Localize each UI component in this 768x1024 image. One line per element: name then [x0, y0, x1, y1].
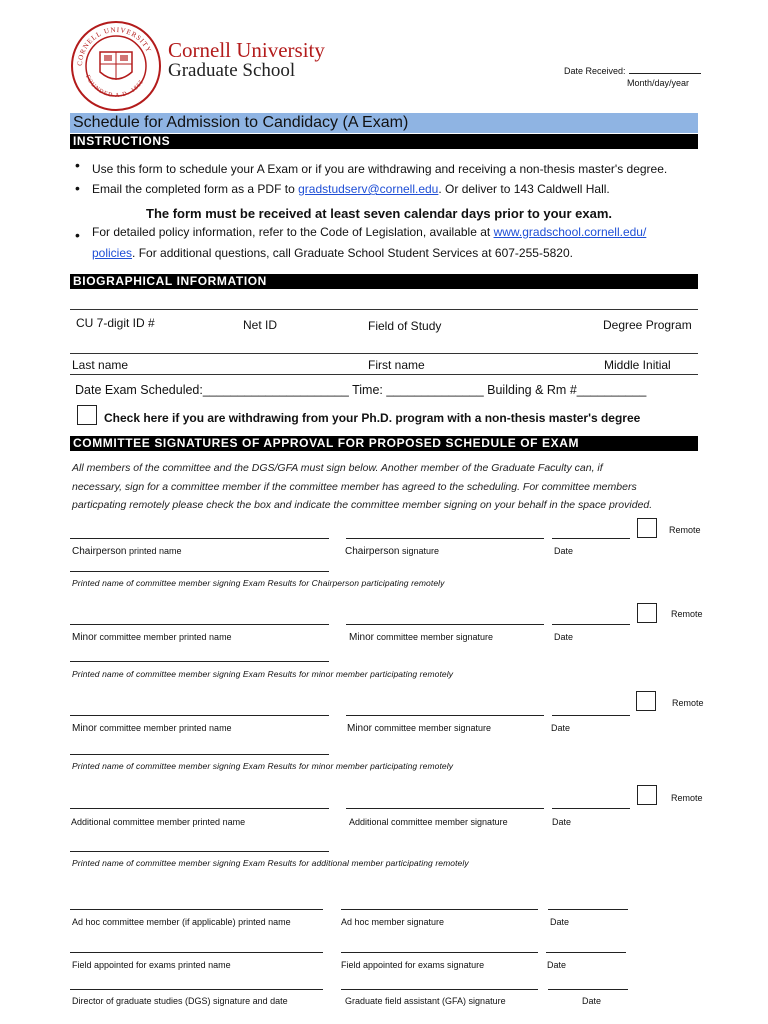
minor2-sig-caption — [347, 723, 491, 734]
minor1-remote-checkbox[interactable] — [637, 603, 657, 623]
date-received-blank[interactable] — [629, 65, 701, 74]
minor-bold: Minor — [72, 723, 98, 734]
additional-sig-line[interactable] — [346, 808, 544, 809]
university-name: Cornell University — [168, 38, 325, 62]
policy-link[interactable]: www.gradschool.cornell.edu/ — [493, 225, 647, 239]
instruction-3-text: For detailed policy information, refer to the Code of Legislation, available at — [92, 225, 494, 239]
adhoc-date-line[interactable] — [548, 909, 628, 910]
chair-name-line[interactable] — [70, 538, 329, 539]
chair-sig-caption — [345, 546, 439, 557]
remote-label: Remote — [669, 525, 701, 535]
minor-sig-bold: Minor — [349, 632, 375, 643]
minor1-remote-caption: Printed name of committee member signing Exam Results for minor member participating remotely — [72, 669, 454, 679]
date-received-field[interactable] — [564, 65, 701, 76]
chair-bold: Chairperson — [72, 546, 127, 557]
minor1-name-caption — [72, 632, 232, 643]
additional-remote-name-line[interactable] — [70, 851, 329, 852]
date-received-label: Date Received: — [564, 66, 626, 76]
minor-sig-rest: committee member signature — [372, 723, 492, 733]
bio-row2-line — [70, 353, 698, 354]
dgs-caption: Director of graduate studies (DGS) signature and date — [72, 996, 288, 1006]
withdraw-label: Check here if you are withdrawing from your Ph.D. program with a non-thesis master's degree — [104, 411, 641, 425]
field-name-line[interactable] — [70, 952, 323, 953]
chair-sig-rest: signature — [399, 546, 440, 556]
committee-instructions-line3: particpating remotely please check the box and indicate the committee member signing on your behalf in the space provided. — [72, 499, 653, 511]
deadline-notice: The form must be received at least seven calendar days prior to your exam. — [146, 206, 613, 221]
bullet-icon: • — [75, 157, 80, 173]
chair-date-line[interactable] — [552, 538, 630, 539]
field-label: Field of Study — [368, 319, 442, 333]
chair-remote-caption: Printed name of committee member signing Exam Results for Chairperson participating remotely — [72, 578, 445, 588]
chair-remote-checkbox[interactable] — [637, 518, 657, 538]
adhoc-name-line[interactable] — [70, 909, 323, 910]
instruction-3-tail: . For additional questions, call Graduate School Student Services at 607-255-5820. — [132, 246, 573, 260]
committee-instructions — [72, 459, 700, 515]
committee-instructions-line2: necessary, sign for a committee member if the committee member has agreed to the scheduling. For committee members — [72, 480, 637, 493]
chair-sig-bold: Chairperson — [345, 546, 400, 557]
withdraw-checkbox[interactable] — [77, 405, 97, 425]
dgs-line[interactable] — [70, 989, 323, 990]
bio-row1-line — [70, 309, 698, 310]
policy-link-cont[interactable]: policies — [92, 246, 133, 260]
chair-caption-rest: printed name — [126, 546, 182, 556]
additional-remote-caption: Printed name of committee member signing Exam Results for additional member participating remotely — [72, 858, 469, 868]
field-name-caption: Field appointed for exams printed name — [72, 960, 231, 970]
date-caption: Date — [550, 917, 570, 927]
school-name: Graduate School — [168, 60, 296, 81]
first-name-label: First name — [368, 358, 425, 372]
additional-name-caption: Additional committee member printed name — [71, 817, 246, 827]
svg-text:FOUNDED A.D. 1865: FOUNDED A.D. 1865 — [84, 74, 146, 99]
instructions-heading: INSTRUCTIONS — [70, 134, 698, 149]
minor1-name-line[interactable] — [70, 624, 329, 625]
date-caption: Date — [554, 546, 574, 556]
minor2-remote-caption: Printed name of committee member signing Exam Results for minor member participating remotely — [72, 761, 454, 771]
adhoc-name-caption: Ad hoc committee member (if applicable) printed name — [72, 917, 291, 927]
additional-date-line[interactable] — [552, 808, 630, 809]
minor1-sig-caption — [349, 632, 493, 643]
net-id-label: Net ID — [243, 318, 278, 332]
date-caption: Date — [551, 723, 571, 733]
adhoc-sig-caption: Ad hoc member signature — [341, 917, 445, 927]
minor-sig-bold: Minor — [347, 723, 373, 734]
remote-label: Remote — [671, 609, 703, 619]
adhoc-sig-line[interactable] — [341, 909, 538, 910]
bio-heading: BIOGRAPHICAL INFORMATION — [70, 274, 698, 289]
minor1-date-line[interactable] — [552, 624, 630, 625]
remote-label: Remote — [671, 793, 703, 803]
minor-bold: Minor — [72, 632, 98, 643]
date-caption: Date — [554, 632, 574, 642]
date-received-hint: Month/day/year — [627, 78, 690, 88]
form-title: Schedule for Admission to Candidacy (A Exam) — [70, 113, 698, 133]
field-sig-caption: Field appointed for exams signature — [341, 960, 485, 970]
additional-remote-checkbox[interactable] — [637, 785, 657, 805]
chair-name-caption — [72, 546, 182, 557]
bio-row3-line — [70, 374, 698, 375]
cornell-seal-logo — [70, 20, 162, 112]
minor2-date-line[interactable] — [552, 715, 630, 716]
bullet-icon: • — [75, 180, 80, 196]
remote-label: Remote — [672, 698, 704, 708]
exam-schedule-line[interactable]: Date Exam Scheduled:_____________________ Time: ______________ Building & Rm #__________ — [75, 383, 647, 397]
instruction-3-line2 — [92, 246, 573, 260]
minor-caption-rest: committee member printed name — [97, 723, 232, 733]
minor2-remote-checkbox[interactable] — [636, 691, 656, 711]
instruction-3-line1 — [92, 225, 646, 239]
instruction-2-text: Email the completed form as a PDF to — [92, 182, 299, 196]
date-caption: Date — [547, 960, 567, 970]
instruction-2 — [92, 182, 610, 196]
degree-label: Degree Program — [603, 318, 692, 332]
svg-text:CORNELL UNIVERSITY: CORNELL UNIVERSITY — [75, 25, 154, 67]
field-sig-line[interactable] — [341, 952, 538, 953]
additional-sig-caption: Additional committee member signature — [349, 817, 508, 827]
instruction-1: Use this form to schedule your A Exam or if you are withdrawing and receiving a non-thesis master's degree. — [92, 162, 668, 176]
field-date-line[interactable] — [546, 952, 626, 953]
minor2-sig-line[interactable] — [346, 715, 544, 716]
minor2-name-caption — [72, 723, 232, 734]
gfa-line[interactable] — [341, 989, 538, 990]
instruction-2-tail: . Or deliver to 143 Caldwell Hall. — [438, 182, 610, 196]
chair-remote-name-line[interactable] — [70, 571, 329, 572]
gfa-date-line[interactable] — [548, 989, 628, 990]
chair-sig-line[interactable] — [346, 538, 544, 539]
middle-initial-label: Middle Initial — [604, 358, 671, 372]
last-name-label: Last name — [72, 358, 129, 372]
minor-caption-rest: committee member printed name — [97, 632, 232, 642]
bullet-icon: • — [75, 227, 80, 243]
committee-instructions-line1: All members of the committee and the DGS/GFA must sign below. Another member of the Graduate Faculty can, if — [72, 462, 603, 474]
minor-sig-rest: committee member signature — [374, 632, 494, 642]
minor2-remote-name-line[interactable] — [70, 754, 329, 755]
minor1-sig-line[interactable] — [346, 624, 544, 625]
date-caption: Date — [582, 996, 602, 1006]
additional-name-line[interactable] — [70, 808, 329, 809]
email-link[interactable]: gradstudserv@cornell.edu — [298, 182, 439, 196]
date-caption: Date — [552, 817, 572, 827]
gfa-caption: Graduate field assistant (GFA) signature — [345, 996, 506, 1006]
cu-id-label: CU 7-digit ID # — [76, 316, 155, 330]
minor1-remote-name-line[interactable] — [70, 661, 329, 662]
minor2-name-line[interactable] — [70, 715, 329, 716]
committee-heading: COMMITTEE SIGNATURES OF APPROVAL FOR PROPOSED SCHEDULE OF EXAM — [70, 436, 698, 451]
